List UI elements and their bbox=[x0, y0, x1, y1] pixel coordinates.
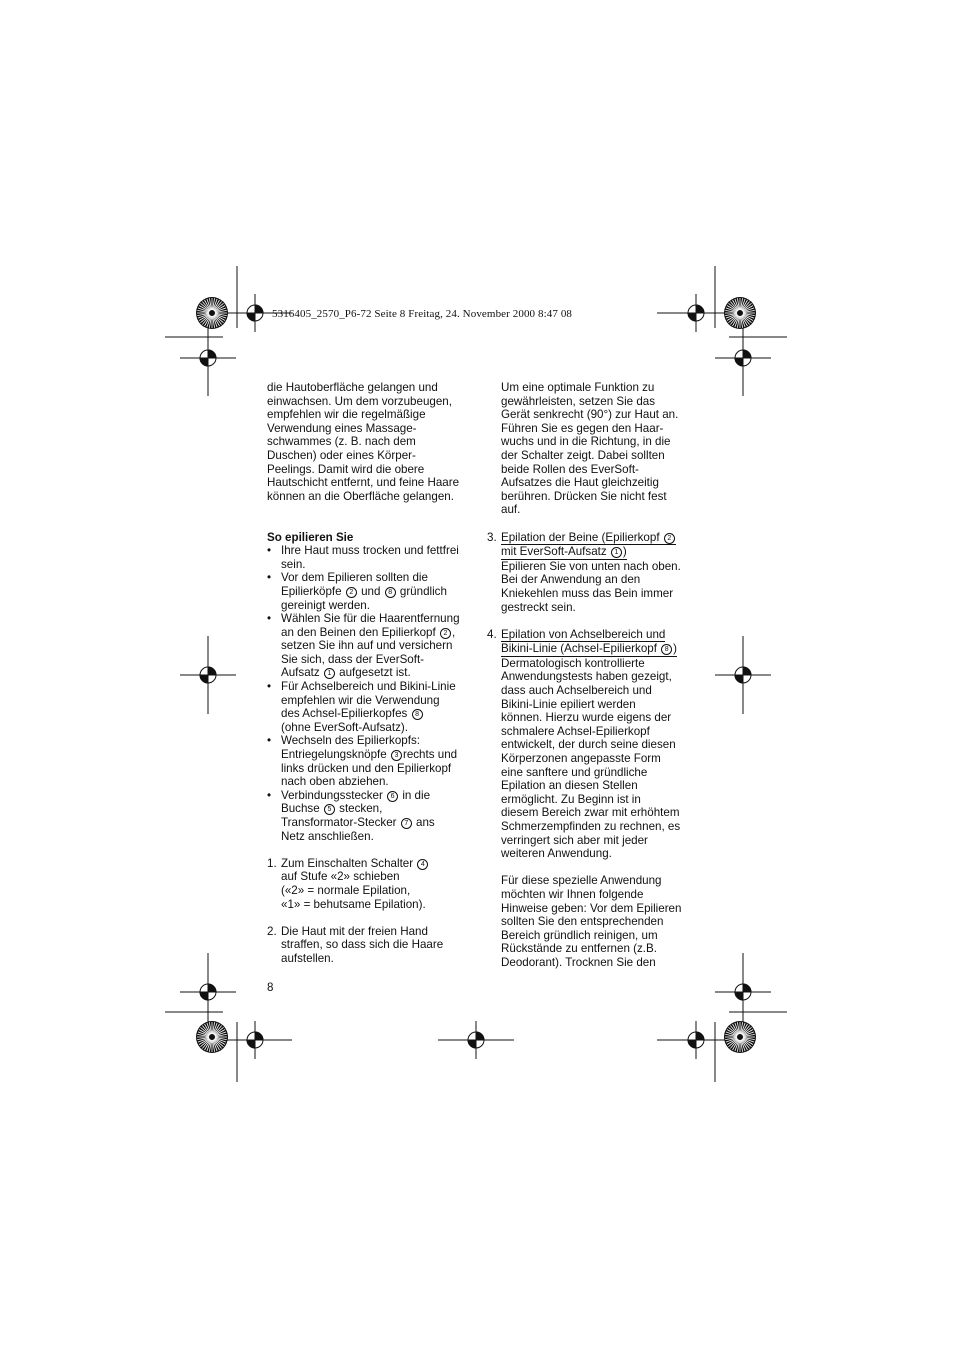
text-line: wuchs und in die Richtung, in die bbox=[501, 435, 671, 449]
text-line: schwammes (z. B. nach dem bbox=[267, 435, 416, 449]
text-line: Sie sich, dass der EverSoft- bbox=[281, 652, 425, 666]
text-line: empfehlen wir die regelmäßige bbox=[267, 408, 426, 422]
part-number-badge: 1 bbox=[611, 547, 622, 558]
intro-paragraph bbox=[501, 381, 688, 517]
step-number: 4. bbox=[487, 627, 497, 641]
part-number-badge: 8 bbox=[385, 587, 396, 598]
part-number-badge: 4 bbox=[417, 859, 428, 870]
step-1 bbox=[267, 857, 467, 911]
text-line: ermöglicht. Zu Beginn ist in bbox=[501, 792, 641, 806]
crosshair-registration-mark bbox=[715, 953, 771, 1031]
text-line: diesem Bereich zwar mit erhöhtem bbox=[501, 806, 680, 820]
crosshair-registration-mark bbox=[217, 1021, 292, 1059]
text-line: auf. bbox=[501, 503, 521, 517]
text-line: gereinigt werden. bbox=[281, 598, 370, 612]
part-number-badge: 3 bbox=[391, 750, 402, 761]
text-line: Aufsatz 1 aufgesetzt ist. bbox=[281, 666, 411, 680]
text-line: möchten wir Ihnen folgende bbox=[501, 887, 644, 901]
text-line: • Wechseln des Epilierkopfs: bbox=[281, 734, 420, 748]
print-slug-header: 5316405_2570_P6-72 Seite 8 Freitag, 24. November 2000 8:47 08 bbox=[272, 308, 573, 320]
bullet-item bbox=[267, 789, 467, 843]
text-line: Rückstände zu entfernen (z.B. bbox=[501, 942, 657, 956]
text-line: Epilieren Sie von unten nach oben. bbox=[501, 559, 681, 573]
step-title-line: mit EverSoft-Aufsatz 1 ) bbox=[501, 545, 627, 559]
crosshair-registration-mark bbox=[715, 320, 771, 396]
step-title-line: Epilation der Beine (Epilierkopf 2 bbox=[501, 531, 688, 546]
text-line: Verwendung eines Massage- bbox=[267, 421, 417, 435]
text-line: einwachsen. Um dem vorzubeugen, bbox=[267, 394, 452, 408]
step-title-line: Bikini-Linie (Achsel-Epilierkopf 8 ) bbox=[501, 642, 678, 656]
section-heading: So epilieren Sie bbox=[267, 530, 354, 544]
text-line: empfehlen wir die Verwendung bbox=[281, 693, 440, 707]
step-2 bbox=[267, 925, 467, 966]
text-line: links drücken und den Epilierkopf bbox=[281, 761, 452, 775]
part-number-badge: 2 bbox=[440, 628, 451, 639]
text-line: Die Haut mit der freien Hand bbox=[281, 924, 428, 938]
text-line: • Für Achselbereich und Bikini-Linie bbox=[281, 680, 456, 694]
bullet-item bbox=[267, 680, 467, 734]
text-line: Bereich gründlich reinigen, um bbox=[501, 928, 658, 942]
text-line: Anwendungstests haben gezeigt, bbox=[501, 670, 672, 684]
intro-paragraph bbox=[267, 381, 467, 503]
step-number: 3. bbox=[487, 530, 497, 544]
crosshair-registration-mark bbox=[657, 294, 735, 332]
text-line: Körperzonen angepasste Form bbox=[501, 752, 661, 766]
text-line: können an die Oberfläche gelangen. bbox=[267, 489, 454, 503]
text-line: weiteren Anwendung. bbox=[501, 847, 612, 861]
text-line: Führen Sie es gegen den Haar- bbox=[501, 421, 664, 435]
bullet-item bbox=[267, 734, 467, 788]
part-number-badge: 2 bbox=[664, 533, 675, 544]
text-line: Bikini-Linie epiliert werden bbox=[501, 697, 636, 711]
text-line: setzen Sie ihn auf und versichern bbox=[281, 639, 453, 653]
text-line: nach oben abziehen. bbox=[281, 775, 389, 789]
part-number-badge: 5 bbox=[324, 804, 335, 815]
text-line: verringert sich aber mit jeder bbox=[501, 833, 648, 847]
starburst-registration-mark bbox=[724, 297, 756, 329]
crosshair-registration-mark bbox=[715, 636, 771, 714]
text-line: Epilierköpfe 2 und 8 gründlich bbox=[281, 584, 447, 598]
crosshair-registration-mark bbox=[180, 320, 236, 396]
text-line: Hautschicht entfernt, und feine Haare bbox=[267, 476, 460, 490]
crosshair-registration-mark bbox=[657, 1021, 735, 1059]
text-line: «1» = behutsame Epilation). bbox=[281, 897, 426, 911]
text-line: («2» = normale Epilation, bbox=[281, 883, 411, 897]
crosshair-registration-mark bbox=[438, 1021, 514, 1059]
text-line: • Wählen Sie für die Haarentfernung bbox=[281, 612, 460, 626]
text-line: des Achsel-Epilierkopfes 8 bbox=[281, 707, 467, 721]
text-line: Duschen) oder eines Körper- bbox=[267, 448, 416, 462]
crosshair-registration-mark bbox=[180, 953, 236, 1031]
text-line: dass auch Achselbereich und bbox=[501, 684, 652, 698]
closing-paragraph bbox=[501, 874, 688, 969]
text-line: berühren. Drücken Sie nicht fest bbox=[501, 489, 667, 503]
text-line: Dermatologisch kontrollierte bbox=[501, 656, 645, 670]
crosshair-registration-mark bbox=[180, 636, 236, 714]
text-line: beide Rollen des EverSoft- bbox=[501, 462, 639, 476]
text-line: Deodorant). Trocknen Sie den bbox=[501, 955, 656, 969]
bullet-item bbox=[267, 571, 467, 612]
text-line: eine sanftere und gründliche bbox=[501, 765, 648, 779]
part-number-badge: 7 bbox=[401, 818, 412, 829]
part-number-badge: 8 bbox=[661, 644, 672, 655]
text-line: sollten Sie den entsprechenden bbox=[501, 915, 664, 929]
text-line: Zum Einschalten Schalter 4 bbox=[281, 857, 467, 871]
starburst-registration-mark bbox=[196, 1021, 228, 1053]
text-line: Bei der Anwendung an den bbox=[501, 573, 641, 587]
step-number: 2. bbox=[267, 924, 277, 938]
text-line: auf Stufe «2» schieben bbox=[281, 870, 400, 884]
text-line: • Verbindungsstecker 6 in die bbox=[281, 788, 431, 802]
text-line: Hinweise geben: Vor dem Epilieren bbox=[501, 901, 682, 915]
bullet-item bbox=[267, 544, 467, 571]
text-line: Schmerzempfinden zu rechnen, es bbox=[501, 820, 681, 833]
starburst-registration-mark bbox=[724, 1021, 756, 1053]
text-line: Kniekehlen muss das Bein immer bbox=[501, 586, 674, 600]
text-line: Epilation an diesen Stellen bbox=[501, 779, 638, 793]
right-column bbox=[487, 381, 688, 970]
text-line: der Schalter zeigt. Dabei sollten bbox=[501, 448, 665, 462]
text-line: gewährleisten, setzen Sie das bbox=[501, 394, 656, 408]
starburst-registration-mark bbox=[196, 297, 228, 329]
text-line: an den Beinen den Epilierkopf 2 , bbox=[281, 625, 456, 639]
step-4 bbox=[487, 627, 688, 861]
text-line: • Vor dem Epilieren sollten die bbox=[281, 571, 428, 585]
text-line: Netz anschließen. bbox=[281, 829, 374, 843]
part-number-badge: 8 bbox=[412, 709, 423, 720]
part-number-badge: 1 bbox=[324, 668, 335, 679]
text-line: Buchse 5 stecken, bbox=[281, 802, 383, 816]
text-line: sein. bbox=[281, 557, 306, 571]
text-line: straffen, so dass sich die Haare bbox=[281, 938, 444, 952]
part-number-badge: 6 bbox=[387, 791, 398, 802]
text-line: entwickelt, der durch seine diesen bbox=[501, 738, 676, 752]
text-line: aufstellen. bbox=[281, 951, 334, 965]
text-line: können. Hierzu wurde eigens der bbox=[501, 711, 672, 725]
text-line: (ohne EverSoft-Aufsatz). bbox=[281, 720, 408, 734]
text-line: Transformator-Stecker 7 ans bbox=[281, 816, 435, 829]
step-number: 1. bbox=[267, 856, 277, 870]
part-number-badge: 2 bbox=[346, 587, 357, 598]
text-line: Entriegelungsknöpfe 3 rechts und bbox=[281, 748, 458, 762]
text-line: Um eine optimale Funktion zu bbox=[501, 381, 655, 394]
text-line: gestreckt sein. bbox=[501, 600, 576, 614]
bullet-item bbox=[267, 612, 467, 680]
step-title-line: Epilation von Achselbereich und bbox=[501, 627, 666, 641]
text-line: Aufsatzes die Haut gleichzeitig bbox=[501, 476, 659, 490]
text-line: Für diese spezielle Anwendung bbox=[501, 874, 662, 888]
instruction-bullets bbox=[267, 544, 467, 843]
text-line: schmalere Achsel-Epilierkopf bbox=[501, 724, 650, 738]
text-line: Gerät senkrecht (90°) zur Haut an. bbox=[501, 408, 679, 422]
step-3 bbox=[487, 530, 688, 615]
page-number: 8 bbox=[267, 981, 274, 994]
left-column bbox=[267, 381, 467, 966]
text-line: die Hautoberfläche gelangen und bbox=[267, 381, 438, 394]
text-line: Peelings. Damit wird die obere bbox=[267, 462, 425, 476]
text-line: • Ihre Haut muss trocken und fettfrei bbox=[281, 544, 459, 558]
numbered-steps bbox=[267, 857, 467, 966]
